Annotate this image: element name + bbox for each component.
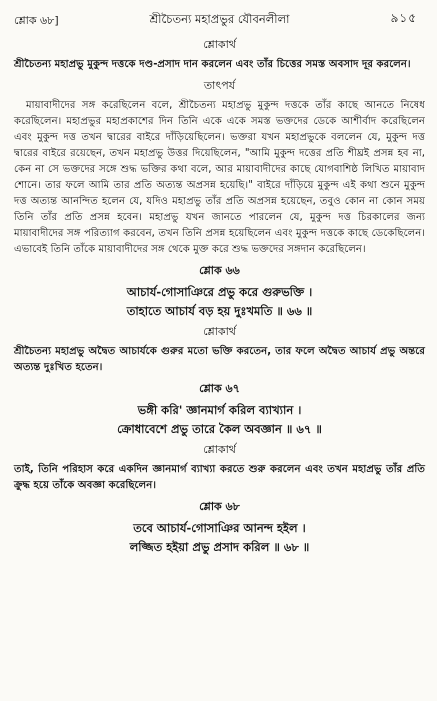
verse-line: তবে আচার্য-গোসাঞির আনন্দ হইল । xyxy=(133,521,306,535)
header-verse-ref: শ্লোক ৬৮] xyxy=(14,14,59,27)
verse-number: শ্লোক ৬৭ xyxy=(199,382,240,395)
verse-line: তাহাতে আচার্য বড় হয় দুঃখমতি ॥ ৬৬ ॥ xyxy=(126,304,313,318)
purport-heading: তাৎপর্য xyxy=(203,79,236,92)
page-header xyxy=(14,8,425,30)
translation-text: শ্রীচৈতন্য মহাপ্রভু মুকুন্দ দত্তকে দণ্ড-প্রসাদ দান করলেন এবং তাঁর চিত্তের সমস্ত অবসাদ দূর করলেন। xyxy=(14,59,411,70)
verse-line: লজ্জিত হইয়া প্রভু প্রসাদ করিল ॥ ৬৮ ॥ xyxy=(129,540,310,554)
header-chapter-title: শ্রীচৈতন্য মহাপ্রভুর যৌবনলীলা xyxy=(149,12,290,26)
header-page-number: ৯১৫ xyxy=(390,11,417,25)
translation-text: তাই, তিনি পরিহাস করে একদিন জ্ঞানমার্গ ব্যাখ্যা করতে শুরু করলেন এবং তখন মহাপ্রভু তাঁর প্রতি ক্রুদ্ধ হয়ে তাঁকে অবজ্ঞা করেছিলেন। xyxy=(14,464,425,491)
verse-number: শ্লোক ৬৮ xyxy=(199,500,240,513)
translation-text: শ্রীচৈতন্য মহাপ্রভু অদ্বৈত আচার্যকে গুরুর মতো ভক্তি করতেন, তার ফলে অদ্বৈত আচার্য প্রভু অন্তরে অত্যন্ত দুঃখিত হতেন। xyxy=(14,346,425,373)
purport-text: মায়াবাদীদের সঙ্গ করেছিলেন বলে, শ্রীচৈতন্য মহাপ্রভু মুকুন্দ দত্তকে তাঁর কাছে আনতে নিষেধ করেছিলেন। মহাপ্রভুর মহাপ্রকাশের দিন তিনি একে একে সমস্ত ভক্তদের ডেকে আশীর্বাদ করেছিলেন এবং মুকুন্দ দত্ত তখন দ্বারের বাইরে দাঁড়িয়েছিলেন। ভক্তরা যখন মহাপ্রভুকে বললেন যে, মুকুন্দ দত্ত দ্বারের বাইরে রয়েছেন, তখন মহাপ্রভু উত্তর দিয়েছিলেন, "আমি মুকুন্দ দত্তের প্রতি শীঘ্রই প্রসন্ন হব না, কেন না সে ভক্তদের সঙ্গে শুদ্ধ ভক্তির কথা বলে, আর মায়াবাদীদের কাছে যোগবাশিষ্ঠ লিখিত মায়াবাদ শোনে। তার ফলে আমি তার প্রতি অত্যন্ত অপ্রসন্ন হয়েছি।" বাইরে দাঁড়িয়ে মুকুন্দ এই কথা শুনে মুকুন্দ দত্ত অত্যন্ত আনন্দিত হলেন যে, যদিও মহাপ্রভু তাঁর প্রতি অপ্রসন্ন হয়েছেন, তবুও কোন না কোন সময় তিনি তাঁর প্রতি প্রসন্ন হবেন। মহাপ্রভু যখন জানতে পারলেন যে, মুকুন্দ দত্ত চিরকালের জন্য মায়াবাদীদের সঙ্গ পরিত্যাগ করবেন, তখন তিনি প্রসন্ন হয়েছিলেন এবং মুকুন্দ দত্তকে কাছে ডেকেছিলেন। এভাবেই তিনি তাঁকে মায়াবাদীদের সঙ্গ থেকে মুক্ত করে শুদ্ধ ভক্তদের সঙ্গদান করেছিলেন। xyxy=(14,100,425,255)
page-content xyxy=(14,34,425,557)
verse-number: শ্লোক ৬৬ xyxy=(199,264,240,277)
verse-line: ভঙ্গী করি' জ্ঞানমার্গ করিল ব্যাখ্যান । xyxy=(137,403,302,417)
verse-line: আচার্য-গোসাঞিরে প্রভু করে গুরুভক্তি । xyxy=(126,285,313,299)
translation-heading: শ্লোকার্থ xyxy=(203,325,236,338)
translation-heading: শ্লোকার্থ xyxy=(203,443,236,456)
verse-line: ক্রোধাবেশে প্রভু তারে কৈল অবজ্ঞান ॥ ৬৭ ॥ xyxy=(117,422,322,436)
translation-heading: শ্লোকার্থ xyxy=(203,38,236,51)
